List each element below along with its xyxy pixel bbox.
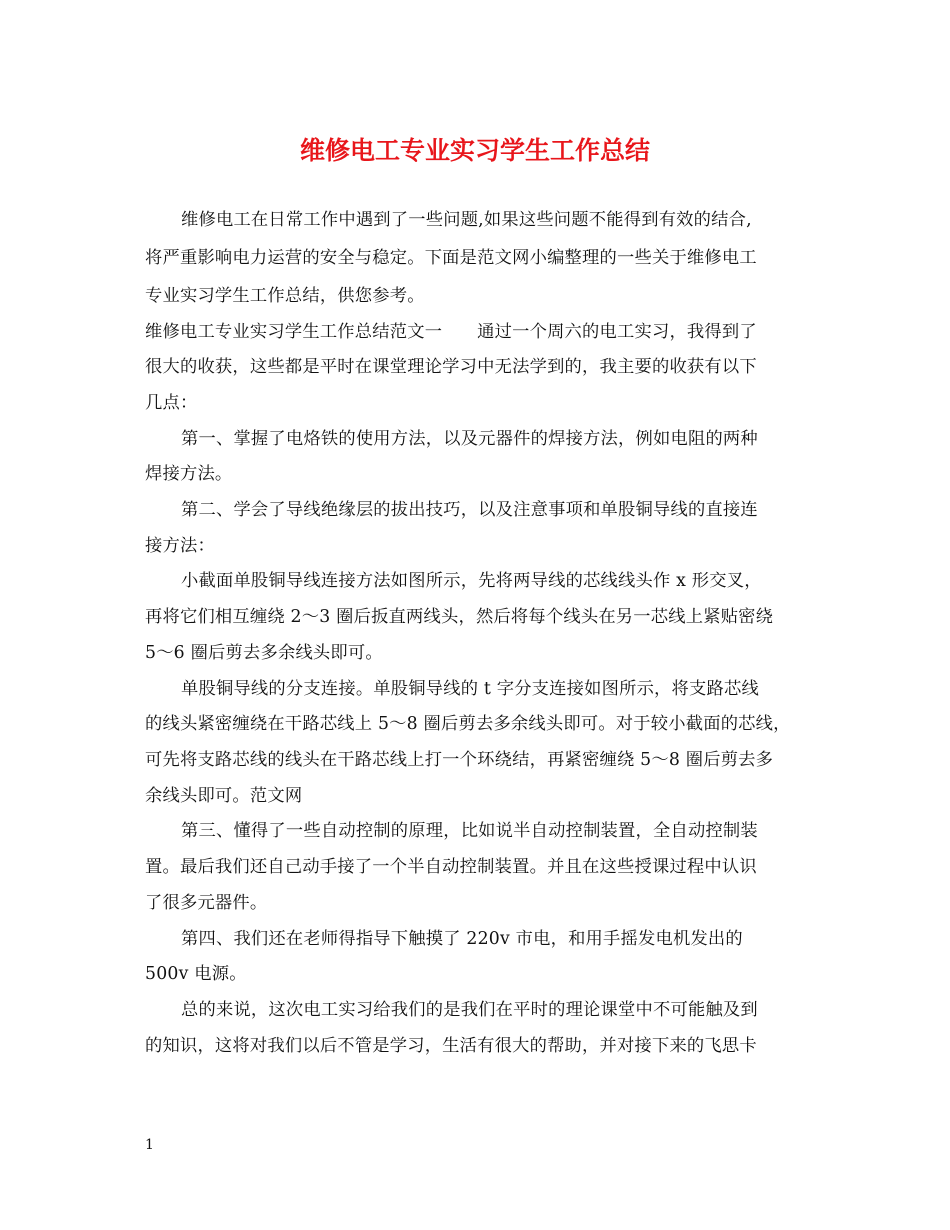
paragraph-line: 的线头紧密缠绕在干路芯线上 5～8 圈后剪去多余线头即可。对于较小截面的芯线，: [145, 714, 791, 734]
paragraph-line: 了很多元器件。: [145, 893, 268, 913]
paragraph-line: 余线头即可。范文网: [145, 786, 303, 806]
paragraph-line: 将严重影响电力运营的安全与稳定。下面是范文网小编整理的一些关于维修电工: [145, 248, 757, 268]
paragraph-line: 专业实习学生工作总结，供您参考。: [145, 286, 425, 306]
paragraph-line: 维修电工专业实习学生工作总结范文一 通过一个周六的电工实习，我得到了: [145, 322, 757, 342]
paragraph-line: 维修电工在日常工作中遇到了一些问题,如果这些问题不能得到有效的结合,: [181, 210, 752, 230]
paragraph-line: 500v 电源。: [145, 964, 247, 984]
paragraph-line: 5～6 圈后剪去多余线头即可。: [145, 643, 383, 663]
paragraph-line: 接方法：: [145, 536, 215, 556]
paragraph-line: 几点：: [145, 393, 198, 413]
paragraph-line: 很大的收获，这些都是平时在课堂理论学习中无法学到的，我主要的收获有以下: [145, 357, 757, 377]
paragraph-line: 总的来说，这次电工实习给我们的是我们在平时的理论课堂中不可能触及到: [181, 1000, 758, 1020]
page-number: 1: [145, 1137, 154, 1153]
paragraph-line: 焊接方法。: [145, 464, 233, 484]
paragraph-line: 第四、我们还在老师得指导下触摸了 220v 市电，和用手摇发电机发出的: [181, 929, 743, 949]
paragraph-line: 第一、掌握了电烙铁的使用方法，以及元器件的焊接方法，例如电阻的两种: [181, 429, 758, 449]
paragraph-line: 单股铜导线的分支连接。单股铜导线的 t 字分支连接如图所示，将支路芯线: [181, 679, 759, 699]
paragraph-line: 可先将支路芯线的线头在干路芯线上打一个环绕结，再紧密缠绕 5～8 圈后剪去多: [145, 750, 774, 770]
paragraph-line: 再将它们相互缠绕 2～3 圈后扳直两线头，然后将每个线头在另一芯线上紧贴密绕: [145, 607, 774, 627]
paragraph-line: 置。最后我们还自己动手接了一个半自动控制装置。并且在这些授课过程中认识: [145, 857, 757, 877]
paragraph-line: 第三、懂得了一些自动控制的原理，比如说半自动控制装置，全自动控制装: [181, 821, 758, 841]
paragraph-line: 第二、学会了导线绝缘层的拔出技巧，以及注意事项和单股铜导线的直接连: [181, 500, 758, 520]
document-title: 维修电工专业实习学生工作总结: [299, 136, 650, 165]
paragraph-line: 小截面单股铜导线连接方法如图所示，先将两导线的芯线线头作 x 形交叉，: [181, 571, 762, 591]
paragraph-line: 的知识，这将对我们以后不管是学习，生活有很大的帮助，并对接下来的飞思卡: [145, 1036, 757, 1056]
